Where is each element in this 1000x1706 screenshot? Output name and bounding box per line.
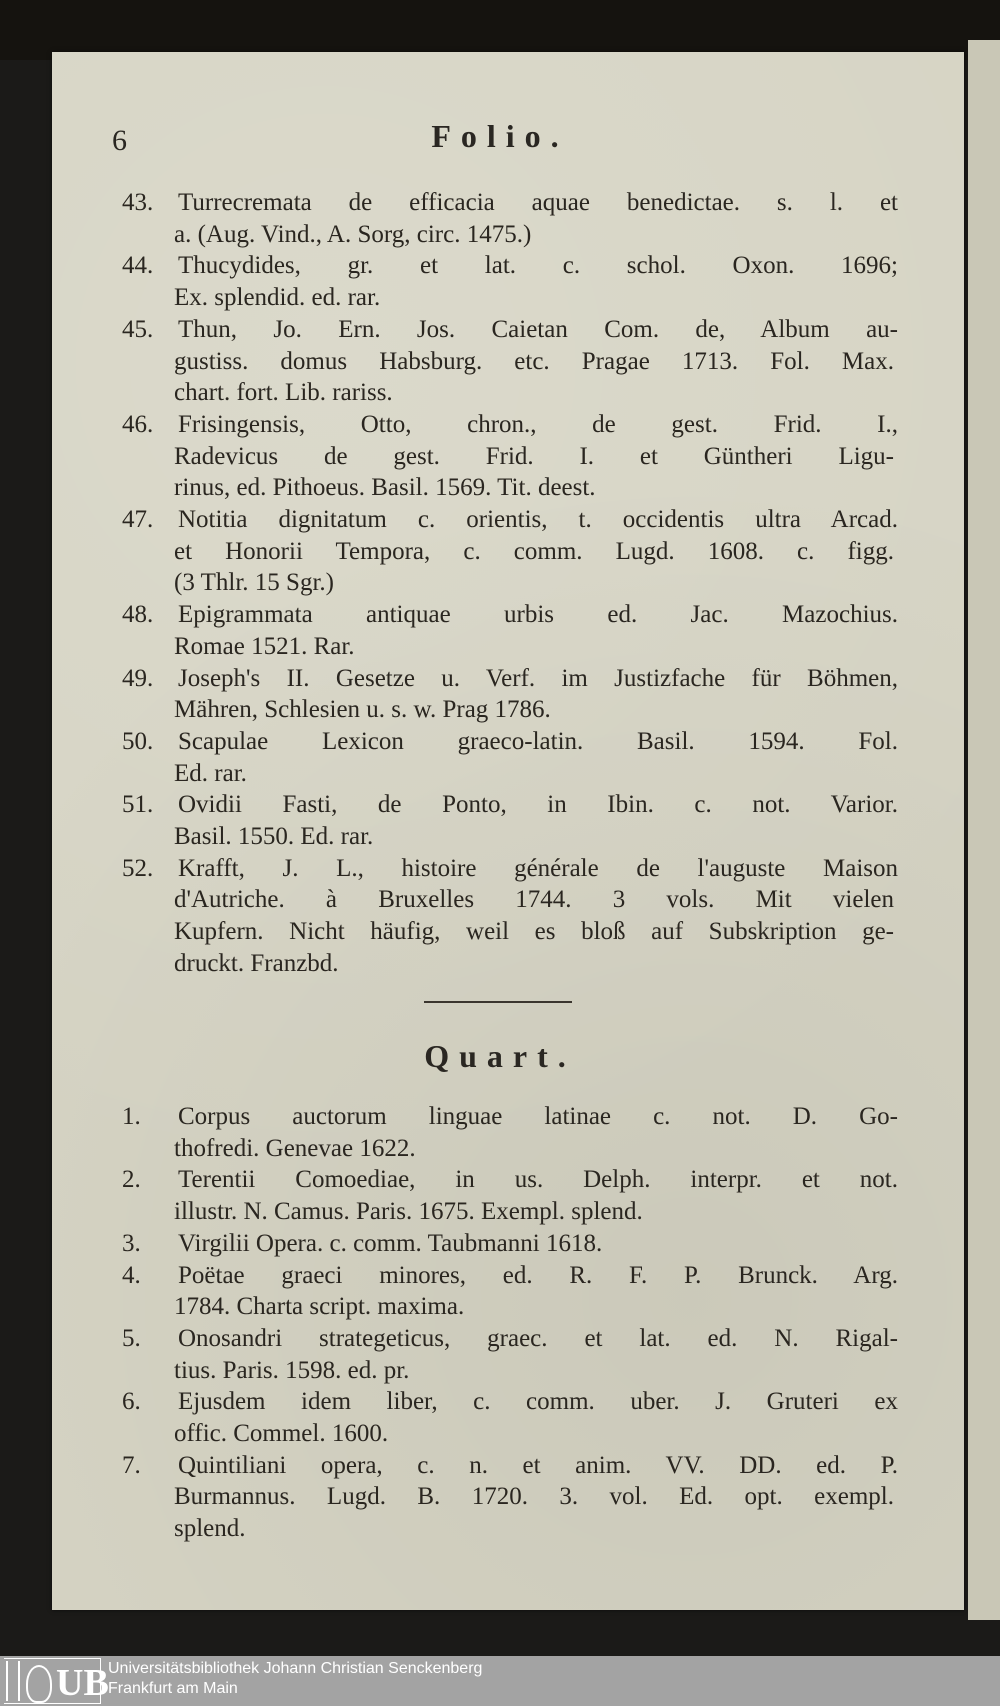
entry-number: 46. (122, 410, 154, 438)
entry-text: Terentii Comoediae, in us. Delph. interpr. et not. (178, 1166, 898, 1194)
entry-text: Notitia dignitatum c. orientis, t. occidentis ultra Arcad. (178, 506, 898, 533)
entry-text: Kupfern. Nicht häufig, weil es bloß auf Subskription ge- (174, 918, 894, 946)
entry-text: Romae 1521. Rar. (174, 632, 355, 660)
entry-number: 48. (122, 601, 154, 629)
page-number: 6 (112, 124, 127, 157)
entry-number: 47. (122, 506, 154, 533)
entry-text: a. (Aug. Vind., A. Sorg, circ. 1475.) (174, 220, 532, 248)
entry-number: 45. (122, 315, 154, 343)
entry-text: Corpus auctorum linguae latinae c. not. D. Go- (178, 1103, 898, 1130)
library-city: Frankfurt am Main (108, 1680, 238, 1697)
library-footer (0, 1656, 1000, 1706)
entry-number: 44. (122, 252, 154, 280)
entry-text: Poëtae graeci minores, ed. R. F. P. Brunck. Arg. (178, 1261, 898, 1289)
entry-number: 2. (122, 1166, 141, 1194)
entry-text: 1784. Charta script. maxima. (174, 1293, 465, 1321)
entry-text: Thun, Jo. Ern. Jos. Caietan Com. de, Album au- (178, 315, 898, 343)
entry-number: 5. (122, 1324, 141, 1352)
entry-number: 51. (122, 791, 154, 819)
entry-line (122, 1164, 898, 1196)
logo-columns-icon (6, 1661, 20, 1701)
entry-text: Krafft, J. L., histoire générale de l'auguste Maison (178, 854, 898, 882)
entry-line (174, 631, 894, 663)
entry-line (174, 1355, 894, 1387)
entry-line (122, 250, 898, 282)
entry-number: 52. (122, 854, 154, 882)
entry-line (122, 853, 898, 885)
entry-number: 6. (122, 1388, 141, 1416)
entry-number: 49. (122, 664, 154, 692)
entry-text: Basil. 1550. Ed. rar. (174, 823, 374, 850)
entry-line (174, 1418, 894, 1450)
library-logo[interactable] (4, 1658, 109, 1704)
entry-number: 7. (122, 1451, 141, 1479)
entry-text: Virgilii Opera. c. comm. Taubmanni 1618. (178, 1229, 603, 1257)
scan-background (0, 0, 1000, 60)
entry-line (122, 1228, 898, 1260)
entry-line (174, 346, 894, 378)
library-name: Universitätsbibliothek Johann Christian Senckenberg (108, 1660, 483, 1677)
entry-line (122, 726, 898, 758)
entry-number: 50. (122, 727, 154, 755)
entry-text: chart. fort. Lib. rariss. (174, 379, 393, 407)
entry-text: Ed. rar. (174, 759, 247, 787)
entry-text: Onosandri strategeticus, graec. et lat. ed. N. Rigal- (178, 1324, 898, 1352)
entry-line (174, 1133, 894, 1165)
entry-line (174, 536, 894, 568)
entry-line (174, 441, 894, 473)
entry-number: 3. (122, 1229, 141, 1257)
entry-text: Thucydides, gr. et lat. c. schol. Oxon. 1696; (178, 252, 898, 280)
entry-line (122, 314, 898, 346)
entry-line (174, 1481, 894, 1513)
entry-line (174, 884, 894, 916)
entry-text: Ejusdem idem liber, c. comm. uber. J. Gruteri ex (178, 1388, 898, 1416)
entry-text: illustr. N. Camus. Paris. 1675. Exempl. splend. (174, 1198, 643, 1226)
entry-line (122, 409, 898, 441)
adjacent-page-edge (968, 40, 1000, 1620)
entry-text: et Honorii Tempora, c. comm. Lugd. 1608. c. figg. (174, 537, 894, 565)
entry-line (122, 187, 898, 219)
entry-text: druckt. Franzbd. (174, 949, 339, 977)
entry-text: Joseph's II. Gesetze u. Verf. im Justizfache für Böhmen, (178, 664, 898, 692)
entry-text: Turrecremata de efficacia aquae benedictae. s. l. et (178, 189, 898, 216)
section-divider (424, 1001, 572, 1003)
entry-text: tius. Paris. 1598. ed. pr. (174, 1356, 410, 1384)
entry-text: Epigrammata antiquae urbis ed. Jac. Mazochius. (178, 601, 898, 629)
entry-line (174, 916, 894, 948)
entry-line (174, 1291, 894, 1323)
entry-line (122, 1260, 898, 1292)
entry-line (174, 821, 894, 853)
entry-number: 4. (122, 1261, 141, 1289)
entry-line (174, 282, 894, 314)
entry-text: splend. (174, 1515, 246, 1543)
entry-text: Mähren, Schlesien u. s. w. Prag 1786. (174, 696, 551, 724)
entry-line (122, 1101, 898, 1133)
entry-line (174, 377, 894, 409)
logo-text: UB (56, 1662, 109, 1704)
entry-text: Quintiliani opera, c. n. et anim. VV. DD. ed. P. (178, 1451, 898, 1479)
entry-line (122, 1323, 898, 1355)
entry-line (174, 1513, 894, 1545)
entry-text: offic. Commel. 1600. (174, 1420, 389, 1447)
entry-line (174, 219, 894, 251)
entry-line (122, 504, 898, 536)
entry-line (174, 472, 894, 504)
entry-text: rinus, ed. Pithoeus. Basil. 1569. Tit. deest. (174, 474, 596, 502)
entry-line (122, 599, 898, 631)
entry-number: 43. (122, 189, 154, 216)
entry-text: Scapulae Lexicon graeco-latin. Basil. 1594. Fol. (178, 727, 898, 755)
entry-text: thofredi. Genevae 1622. (174, 1134, 416, 1162)
entry-text: gustiss. domus Habsburg. etc. Pragae 1713. Fol. Max. (174, 347, 894, 375)
entry-line (122, 1450, 898, 1482)
logo-portrait-icon (26, 1665, 52, 1703)
section-title-quart: Quart. (424, 1038, 576, 1074)
entry-text: Ex. splendid. ed. rar. (174, 284, 381, 312)
entry-number: 1. (122, 1103, 141, 1130)
entry-line (174, 567, 894, 599)
entry-text: d'Autriche. à Bruxelles 1744. 3 vols. Mit vielen (174, 886, 894, 914)
entry-line (174, 694, 894, 726)
entry-line (122, 1386, 898, 1418)
entry-line (122, 789, 898, 821)
section-title-folio: Folio. (431, 118, 569, 154)
entry-line (174, 1196, 894, 1228)
entry-line (122, 663, 898, 695)
entry-text: (3 Thlr. 15 Sgr.) (174, 569, 334, 597)
entry-text: Burmannus. Lugd. B. 1720. 3. vol. Ed. opt. exempl. (174, 1483, 894, 1511)
entry-text: Frisingensis, Otto, chron., de gest. Frid. I., (178, 410, 898, 438)
entry-line (174, 948, 894, 980)
entry-text: Radevicus de gest. Frid. I. et Güntheri Ligu- (174, 442, 894, 470)
entry-text: Ovidii Fasti, de Ponto, in Ibin. c. not. Varior. (178, 791, 898, 819)
entry-line (174, 758, 894, 790)
